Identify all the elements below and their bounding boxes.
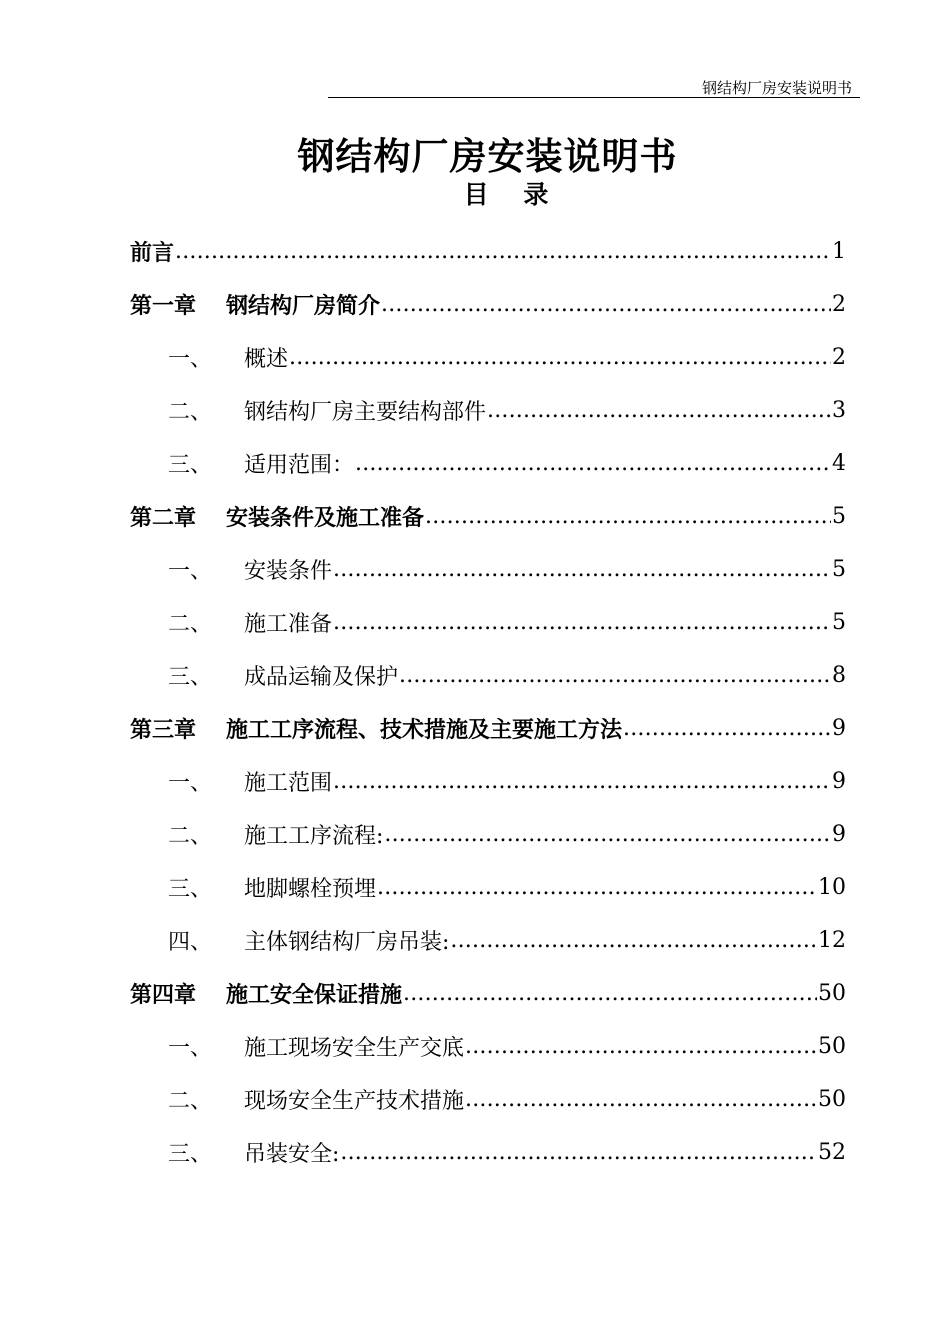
toc-entry-text: 施工安全保证措施 <box>226 982 403 1008</box>
toc-entry-text: 施工准备 <box>244 612 333 637</box>
toc-entry-text: 适用范围： <box>244 453 355 478</box>
toc-entry-number: 三、 <box>168 1142 213 1167</box>
toc-entry[interactable] <box>130 755 846 808</box>
running-header-title: 钢结构厂房安装说明书 <box>701 79 852 97</box>
toc-entry-label <box>168 660 398 691</box>
toc-entry-page-number: 5 <box>832 610 846 635</box>
toc-entry-label <box>168 766 332 797</box>
toc-dot-leader <box>340 1140 817 1166</box>
toc-dot-leader <box>377 875 817 901</box>
toc-entry-page-number: 5 <box>832 504 846 529</box>
toc-entry[interactable] <box>130 1073 846 1126</box>
toc-entry[interactable] <box>130 384 846 437</box>
toc-entry-number: 第一章 <box>130 293 197 319</box>
toc-dot-leader <box>333 610 831 636</box>
toc-entry-label <box>130 289 380 320</box>
toc-entry-label <box>130 236 174 267</box>
toc-entry-number: 第四章 <box>130 982 197 1008</box>
running-header <box>328 78 860 98</box>
toc-entry-number: 一、 <box>168 347 213 372</box>
toc-entry[interactable] <box>130 649 846 702</box>
toc-entry-number: 第三章 <box>130 717 197 743</box>
toc-entry[interactable] <box>130 596 846 649</box>
toc-entry-page-number: 3 <box>832 398 846 423</box>
toc-entry-text: 主体钢结构厂房吊装: <box>244 930 450 955</box>
toc-entry-page-number: 9 <box>832 716 846 741</box>
toc-entry-text: 钢结构厂房简介 <box>226 293 381 319</box>
toc-entry-label <box>168 1084 464 1115</box>
toc-entry-text: 施工现场安全生产交底 <box>244 1036 465 1061</box>
toc-entry[interactable] <box>130 914 846 967</box>
toc-dot-leader <box>384 822 831 848</box>
toc-dot-leader <box>465 1034 817 1060</box>
toc-entry-label <box>168 819 383 850</box>
toc-entry-page-number: 1 <box>832 239 846 264</box>
toc-entry[interactable] <box>130 331 846 384</box>
toc-entry-label <box>168 925 449 956</box>
toc-entry-page-number: 9 <box>832 769 846 794</box>
toc-dot-leader <box>333 769 831 795</box>
toc-entry-text: 前言 <box>130 240 175 266</box>
toc-entry-text: 施工工序流程: <box>244 824 384 849</box>
toc-entry-label <box>130 978 402 1009</box>
toc-entry-text: 安装条件 <box>244 559 333 584</box>
toc-entry-page-number: 12 <box>818 928 846 953</box>
toc-entry-page-number: 8 <box>832 663 846 688</box>
toc-entry-label <box>168 342 288 373</box>
toc-entry-page-number: 50 <box>818 1034 846 1059</box>
toc-entry-label <box>168 607 332 638</box>
toc-entry-text: 地脚螺栓预埋 <box>244 877 377 902</box>
toc-entry[interactable] <box>130 225 846 278</box>
toc-entry[interactable] <box>130 490 846 543</box>
toc-dot-leader <box>450 928 817 954</box>
toc-entry-page-number: 50 <box>818 981 846 1006</box>
toc-dot-leader <box>623 716 831 742</box>
toc-entry[interactable] <box>130 278 846 331</box>
toc-dot-leader <box>355 451 831 477</box>
toc-entry-page-number: 50 <box>818 1087 846 1112</box>
toc-entry-page-number: 2 <box>832 345 846 370</box>
table-of-contents <box>130 225 846 1179</box>
toc-entry-text: 概述 <box>244 347 289 372</box>
toc-dot-leader <box>399 663 831 689</box>
toc-entry-label <box>130 501 424 532</box>
toc-entry-page-number: 9 <box>832 822 846 847</box>
toc-entry-number: 一、 <box>168 1036 213 1061</box>
toc-entry-label <box>168 448 354 479</box>
toc-entry-page-number: 10 <box>818 875 846 900</box>
toc-entry[interactable] <box>130 1126 846 1179</box>
toc-entry[interactable] <box>130 808 846 861</box>
toc-entry-number: 一、 <box>168 559 213 584</box>
toc-entry-text: 施工范围 <box>244 771 333 796</box>
toc-entry-page-number: 4 <box>832 451 846 476</box>
toc-entry-label <box>168 872 376 903</box>
toc-entry-text: 安装条件及施工准备 <box>226 505 425 531</box>
document-title: 钢结构厂房安装说明书 <box>297 134 678 178</box>
toc-entry-label <box>168 395 486 426</box>
toc-entry-text: 钢结构厂房主要结构部件 <box>244 400 487 425</box>
toc-entry-text: 施工工序流程、技术措施及主要施工方法 <box>226 717 623 743</box>
toc-entry-number: 第二章 <box>130 505 197 531</box>
toc-entry-number: 二、 <box>168 400 213 425</box>
toc-entry-number: 二、 <box>168 824 213 849</box>
toc-entry[interactable] <box>130 861 846 914</box>
toc-entry[interactable] <box>130 967 846 1020</box>
toc-entry-page-number: 2 <box>832 292 846 317</box>
toc-dot-leader <box>487 398 831 424</box>
toc-entry-number: 三、 <box>168 665 213 690</box>
toc-entry-label <box>130 713 622 744</box>
toc-heading: 目 录 <box>463 180 549 209</box>
toc-dot-leader <box>289 345 831 371</box>
toc-entry-number: 三、 <box>168 877 213 902</box>
toc-dot-leader <box>465 1087 817 1113</box>
toc-dot-leader <box>381 292 831 318</box>
toc-entry-label <box>168 1031 464 1062</box>
toc-dot-leader <box>425 504 831 530</box>
toc-entry-number: 四、 <box>168 930 213 955</box>
toc-entry-number: 二、 <box>168 1089 213 1114</box>
toc-entry-text: 成品运输及保护 <box>244 665 399 690</box>
toc-entry-label <box>168 1137 339 1168</box>
toc-entry[interactable] <box>130 1020 846 1073</box>
toc-entry-page-number: 52 <box>818 1140 846 1165</box>
toc-entry-page-number: 5 <box>832 557 846 582</box>
toc-entry-text: 现场安全生产技术措施 <box>244 1089 465 1114</box>
toc-dot-leader <box>333 557 831 583</box>
toc-entry[interactable] <box>130 543 846 596</box>
toc-dot-leader <box>403 981 817 1007</box>
toc-entry[interactable] <box>130 702 846 755</box>
toc-entry-label <box>168 554 332 585</box>
toc-entry-number: 一、 <box>168 771 213 796</box>
toc-dot-leader <box>175 239 831 265</box>
toc-entry-number: 二、 <box>168 612 213 637</box>
toc-entry-text: 吊装安全: <box>244 1142 340 1167</box>
toc-entry[interactable] <box>130 437 846 490</box>
toc-entry-number: 三、 <box>168 453 213 478</box>
